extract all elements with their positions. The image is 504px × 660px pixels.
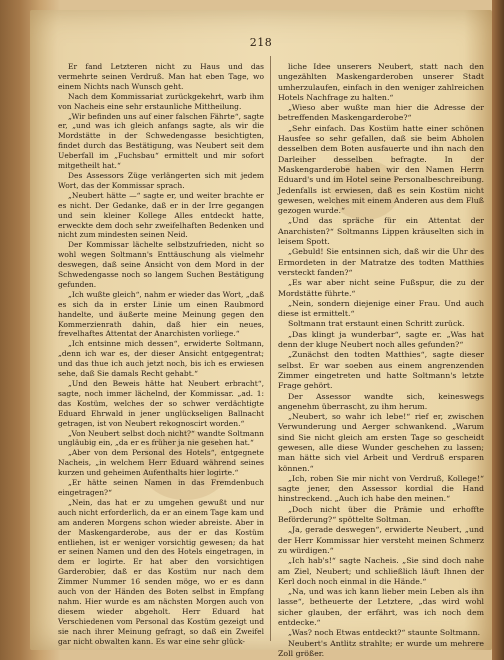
paragraph: „Ja, gerade deswegen“, erwiderte Neubert, „und der Herr Kommissar hier versteht meinen Schmerz zu würdigen.“ — [278, 525, 484, 555]
paragraph: „Na, und was ich kann lieber mein Leben als ihn lasse“, betheuerte der Letztere, „das wird wohl sicher glauben, der erfährt, was ich noch dem entdecke.“ — [278, 587, 484, 628]
paragraph: „Von Neubert selbst doch nicht?“ wandte Soltmann ungläubig ein, „da er es früher ja nie gesehen hat.“ — [58, 428, 264, 448]
paragraph: „Ich, roben Sie mir nicht von Verdruß, Kollege!“ sagte jener, den Assessor kordial die Hand hinstreckend. „Auch ich habe den meinen.“ — [278, 473, 484, 504]
paragraph: „Was? noch Etwas entdeckt?“ staunte Soltmann. — [288, 628, 481, 638]
paragraph: Der Assessor wandte sich, keineswegs angenehm überrascht, zu ihm herum. — [278, 391, 484, 411]
paragraph: „Nein, das hat er zu umgehen gewußt und nur auch nicht erforderlich, da er an einem Tage kam und am anderen Morgens schon wieder abreiste. Aber in der Maskengarderobe, aus der er das Kostüm entliehen, ist er weniger vorsichtig gewesen; da hat er seinen Namen und den des Hotels eingetragen, in dem er logirte. Er hat aber den vorsichtigen Garderobier, daß er das Kostüm nur nach dem Zimmer Nummer 16 senden möge, wo er es dann auch von der Händen des Boten selbst in Empfang nahm. Hier wurde es am nächsten Morgen auch von diesem wieder abgeholt. Herr Eduard hat Verschiedenen vom Personal das Kostüm gezeigt und sie nach ihrer Meinung gefragt, so daß ein Zweifel gar nicht obwalten kann. Es war eine sehr glück- — [58, 497, 264, 646]
paragraph: Des Assessors Züge verlängerten sich mit jedem Wort, das der Kommissar sprach. — [58, 170, 264, 190]
paragraph: „Und das spräche für ein Attentat der Anarchisten?“ Soltmanns Lippen kräuselten sich in leisem Spott. — [278, 216, 484, 247]
paragraph: „Nein, sondern diejenige einer Frau. Und auch diese ist ermittelt.“ — [278, 298, 484, 319]
paragraph: Der Kommissar lächelte selbstzufrieden, nicht so wohl wegen Soltmann's Enttäuschung als vielmehr deswegen, daß seine Ansicht von dem Mord in der Schwedengasse noch so langem Suchen Bestätigung gefunden. — [58, 240, 264, 289]
paragraph: „Ich hab's!“ sagte Nacheis. „Sie sind doch nahe am Ziel, Neubert; und schließlich läuft Ihnen der Kerl doch noch einmal in die Hände.“ — [278, 556, 484, 586]
paragraph: liche Idee unserers Neubert, statt nach den ungezählten Maskengarderoben unserer Stadt umherzulaufen, einfach in den weniger zahlreichen Hotels Nachfrage zu halten.“ — [278, 62, 484, 102]
left-text-column — [58, 62, 264, 646]
column-divider — [270, 56, 271, 641]
page-number: 218 — [249, 36, 273, 49]
paragraph: „Sehr einfach. Das Kostüm hatte einer schönen Hausfee so sehr gefallen, daß sie beim Abholen desselben dem Boten ausfauerte und ihn nach den Darleiher desselben befragte. In der Maskengarderobe haben wir den Namen Herrn Eduard's und im Hotel seine Personalbeschreibung. Jedenfalls ist erwiesen, daß es sein Kostüm nicht gewesen, welches mit einem Anderen aus dem Fluß gezogen wurde.“ — [278, 123, 484, 216]
paragraph: Er fand Letzteren nicht zu Haus und das vermehrte seinen Verdruß. Man hat eben Tage, wo einem Nichts nach Wunsch geht. — [58, 62, 264, 91]
paragraph: „Wir befinden uns auf einer falschen Fährte“, sagte er, „und was ich gleich anfangs sagte, als wir die Mordstätte in der Schwedengasse besichtigten, findet durch das Bestätigung, was Neubert seit dem Ueberfall im „Fuchsbau“ ermittelt und mir sofort mitgetheilt hat.“ — [58, 111, 264, 171]
paragraph: „Ich wußte gleich“, nahm er wieder das Wort, „daß es sich da in erster Linie um einen Raubmord handelte, und äußerte meine Meinung gegen den Kommerzienrath dahin, daß hier ein neues, frevelhaftes Attentat der Anarchisten vorliege.“ — [58, 289, 264, 339]
paragraph: „Ich entsinne mich dessen“, erwiderte Soltmann, „denn ich war es, der dieser Ansicht entgegentrat; und das thue ich auch jetzt noch, bis ich es erwiesen sehe, daß Sie damals Recht gehabt.“ — [58, 339, 264, 379]
paragraph: „Neubert hätte —“ sagte er, und weiter brachte er es nicht. Der Gedanke, daß er in der Irre gegangen und sein kleiner Kollege Alles entdeckt hatte, erweckte dem doch sehr zweifelhaften Bedenken und nicht zum mindesten seinen Neid. — [58, 190, 264, 240]
paragraph: „Er hätte seinen Namen in das Fremdenbuch eingetragen?“ — [58, 478, 264, 497]
book-page — [30, 10, 492, 658]
paragraph: „Neubert, so wahr ich lebe!“ rief er, zwischen Verwunderung und Aerger schwankend. „Warum sind Sie nicht gleich am ersten Tage so gescheidt gewesen, alle diese Wunder geschehen zu lassen; man hätte sich viel Arbeit und Verdruß ersparen können.“ — [278, 412, 484, 473]
paragraph: Nach dem Kommissariat zurückgekehrt, warb ihm von Nacheis eine sehr erstaunliche Mittheilung. — [58, 91, 264, 111]
paragraph: Neubert's Antlitz strahlte; er wurde um mehrere Zoll größer. — [278, 638, 484, 658]
book-edge — [492, 0, 504, 660]
paragraph: „Zunächst den todten Matthies“, sagte dieser selbst. Er war soeben aus einem angrenzenden Zimmer eingetreten und hatte Soltmann's letzte Frage gehört. — [278, 350, 484, 391]
right-text-column — [278, 62, 484, 659]
paragraph: „Doch nicht über die Prämie und erhoffte Beförderung?“ spöttelte Soltman. — [278, 504, 484, 525]
paragraph: „Wieso aber wußte man hier die Adresse der betreffenden Maskengarderobe?“ — [278, 103, 484, 123]
paragraph: Soltmann trat erstaunt einen Schritt zurück. — [288, 319, 465, 329]
paragraph: „Gebuld! Sie entsinnen sich, daß wir die Uhr des Ermordeten in der Matratze des todten Matthies versteckt fanden?“ — [278, 247, 484, 277]
paragraph: „Aber von dem Personal des Hotels“, entgegnete Nacheis, „in welchem Herr Eduard während seines kurzen und geheimen Aufenthalts hier logirte.“ — [58, 448, 264, 478]
paragraph: „Das klingt ja wunderbar“, sagte er. „Was hat denn der kluge Neubert noch alles gefunden?“ — [278, 329, 484, 350]
paragraph: „Es war aber nicht seine Fußspur, die zu der Mordstätte führte.“ — [278, 278, 484, 298]
paragraph: „Und den Beweis hätte hat Neubert erbracht“, sagte, noch immer lächelnd, der Kommissar. „ad. 1: das Kostüm, welches der so schwer verdächtigte Eduard Ehrwald in jener unglückseligen Ballnacht getragen, ist von Neubert rekognoscirt worden.“ — [58, 379, 264, 428]
